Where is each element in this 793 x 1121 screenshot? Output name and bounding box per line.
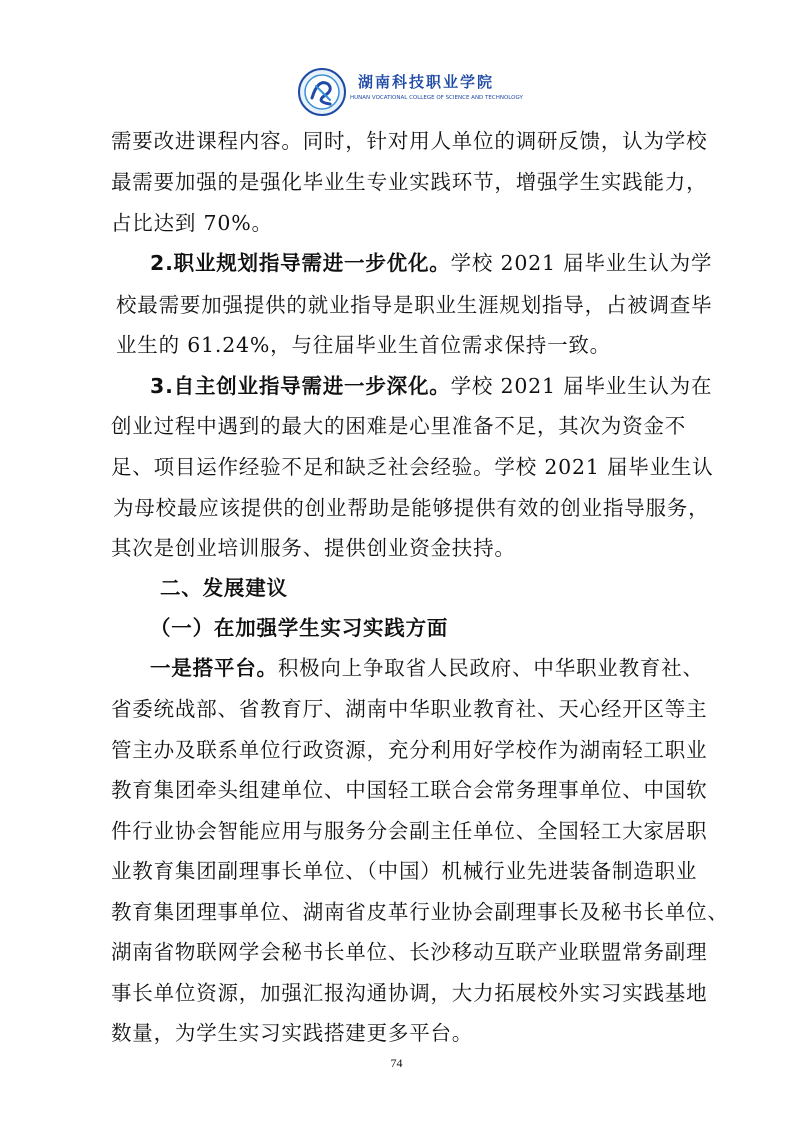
body-line: 省委统战部、省教育厅、湖南中华职业教育社、天心经开区等主 <box>111 697 708 721</box>
body-line: 最需要加强的是强化毕业生专业实践环节，增强学生实践能力， <box>111 170 708 194</box>
school-name-en: HUNAN VOCATIONAL COLLEGE OF SCIENCE AND TECHNOLOGY <box>350 95 523 101</box>
body-line: 其次是创业培训服务、提供创业资金扶持。 <box>111 536 516 560</box>
paragraph-3-line <box>150 371 712 401</box>
body-line: 件行业协会智能应用与服务分会副主任单位、全国轻工大家居职 <box>111 819 708 843</box>
body-line: 足、项目运作经验不足和缺乏社会经验。学校 2021 届毕业生认 <box>111 455 714 479</box>
school-name: 湖南科技职业学院 <box>358 73 495 91</box>
subsection-heading: （一）在加强学生实习实践方面 <box>150 616 449 640</box>
paragraph-4-title: 一是搭平台。 <box>150 656 278 680</box>
body-line: 湖南省物联网学会秘书长单位、长沙移动互联产业联盟常务副理 <box>111 940 708 964</box>
body-line: 业教育集团副理事长单位、（中国）机械行业先进装备制造职业 <box>111 859 698 883</box>
body-line: 事长单位资源，加强汇报沟通协调，大力拓展校外实习实践基地 <box>111 981 708 1005</box>
paragraph-2-line <box>150 248 712 278</box>
body-line: 创业过程中遇到的最大的困难是心里准备不足，其次为资金不 <box>111 414 687 438</box>
body-line: 数量，为学生实习实践搭建更多平台。 <box>111 1021 474 1045</box>
body-line: 教育集团牵头组建单位、中国轻工联合会常务理事单位、中国软 <box>111 778 708 802</box>
body-line: 教育集团理事单位、湖南省皮革行业协会副理事长及秘书长单位、 <box>111 900 729 924</box>
body-line: 校最需要加强提供的就业指导是职业生涯规划指导，占被调查毕 <box>116 293 713 317</box>
paragraph-4-text: 积极向上争取省人民政府、中华职业教育社、 <box>277 656 704 680</box>
body-line: 业生的 61.24%，与往届毕业生首位需求保持一致。 <box>116 333 611 357</box>
paragraph-2-text: 学校 2021 届毕业生认为学 <box>450 251 713 275</box>
school-logo-icon <box>298 68 346 116</box>
body-line: 需要改进课程内容。同时，针对用人单位的调研反馈，认为学校 <box>111 129 708 153</box>
paragraph-4-line <box>150 653 704 683</box>
body-line: 占比达到 70%。 <box>111 211 273 235</box>
body-line: 为母校最应该提供的创业帮助是能够提供有效的创业指导服务， <box>113 496 710 520</box>
body-line: 管主办及联系单位行政资源，充分利用好学校作为湖南轻工职业 <box>111 738 708 762</box>
paragraph-2-title: 2.职业规划指导需进一步优化。 <box>150 251 451 275</box>
page-number: 74 <box>390 1056 403 1070</box>
paragraph-3-title: 3.自主创业指导需进一步深化。 <box>150 374 451 398</box>
section-heading: 二、发展建议 <box>160 576 288 600</box>
page-header <box>298 68 523 118</box>
paragraph-3-text: 学校 2021 届毕业生认为在 <box>450 374 713 398</box>
